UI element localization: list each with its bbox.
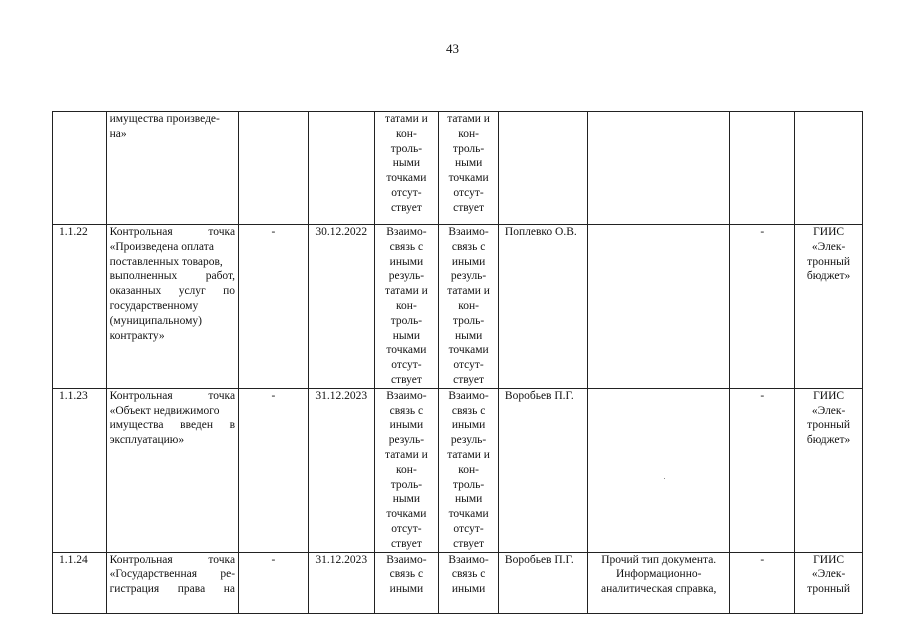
cell-line: иными	[389, 419, 424, 432]
cell-line: оказанных услуг по	[109, 285, 236, 298]
cell-text: Воробьев П.Г.	[504, 389, 574, 402]
cell-line: троль-	[452, 314, 485, 327]
document-type-cell	[587, 552, 730, 613]
relation-cell-a	[374, 552, 439, 613]
cell-line: резуль-	[388, 270, 425, 283]
cell-line: иными	[389, 255, 424, 268]
information-system-cell	[795, 225, 863, 389]
base-value-cell	[239, 388, 309, 552]
cell-line: связь с	[451, 568, 486, 581]
cell-text: -	[760, 389, 765, 402]
cell-line: связь с	[389, 404, 424, 417]
cell-line: ствует	[453, 201, 485, 214]
cell-text: 1.1.23	[59, 389, 88, 402]
cell-text: 1.1.22	[59, 226, 88, 238]
cell-line: бюджет»	[806, 270, 851, 283]
document-type-cell	[587, 388, 730, 552]
document-type-cell	[587, 225, 730, 389]
cell-line: «Объект недвижимого	[109, 404, 220, 417]
cell-line: «Элек-	[811, 240, 846, 253]
cell-line: кон-	[458, 299, 479, 312]
information-system-cell	[795, 112, 863, 225]
cell-line: эксплуатацию»	[109, 434, 185, 447]
cell-line: резуль-	[450, 434, 487, 447]
cell-line: имущества произведе-	[109, 113, 220, 125]
cell-line: на»	[109, 127, 127, 140]
due-date-cell	[308, 225, 374, 389]
table-row	[53, 112, 863, 225]
cell-line: кон-	[396, 299, 417, 312]
cell-line: ными	[454, 329, 483, 342]
cell-line: «Элек-	[811, 568, 846, 581]
cell-line: «Произведена оплата	[109, 240, 214, 253]
cell-line: Информационно-	[615, 568, 702, 581]
cell-line: связь с	[451, 240, 486, 253]
cell-line: троль-	[390, 478, 423, 491]
cell-line: отсут-	[391, 522, 422, 535]
cell-text: Поплевко О.В.	[504, 226, 577, 238]
cell-line: ствует	[453, 537, 485, 550]
control-points-table	[52, 111, 863, 614]
cell-line: гистрация права на	[109, 583, 236, 596]
cell-line: Взаимо-	[448, 553, 489, 566]
page-number: 43	[446, 41, 459, 56]
cell-line: ГИИС	[813, 389, 845, 402]
cell-line: тронный	[807, 583, 851, 596]
cell-line: контракту»	[109, 329, 165, 342]
cell-text: 31.12.2023	[315, 553, 368, 566]
cell-line: троль-	[452, 478, 485, 491]
level-cell	[730, 388, 795, 552]
cell-line: ГИИС	[813, 553, 845, 566]
cell-line: «Государственная ре-	[109, 568, 236, 581]
cell-line: поставленных товаров,	[109, 255, 223, 268]
cell-line: кон-	[396, 463, 417, 476]
scan-speck	[664, 478, 665, 479]
cell-line: Взаимо-	[386, 389, 427, 402]
cell-line: ствует	[390, 201, 422, 214]
cell-line: имущества введен в	[109, 419, 236, 432]
cell-line: ствует	[453, 373, 485, 386]
cell-line: Взаимо-	[448, 389, 489, 402]
cell-line: ствует	[390, 373, 422, 386]
item-number-cell	[53, 225, 107, 389]
cell-line: отсут-	[453, 522, 484, 535]
cell-line: Взаимо-	[448, 226, 489, 238]
cell-line: «Элек-	[811, 404, 846, 417]
information-system-cell	[795, 388, 863, 552]
information-system-cell	[795, 552, 863, 613]
cell-line: Взаимо-	[386, 226, 427, 238]
description-cell	[106, 112, 238, 225]
cell-text: -	[760, 553, 765, 566]
cell-line: ными	[392, 493, 421, 506]
level-cell	[730, 112, 795, 225]
cell-line: Контрольная точка	[109, 553, 236, 566]
cell-line: точками	[386, 172, 427, 185]
relation-cell-b	[439, 112, 499, 225]
cell-line: кон-	[458, 463, 479, 476]
description-cell	[106, 225, 238, 389]
responsible-person-cell	[498, 552, 587, 613]
cell-line: троль-	[390, 142, 423, 155]
table-row	[53, 388, 863, 552]
due-date-cell	[308, 552, 374, 613]
cell-text: -	[271, 553, 276, 566]
cell-line: ствует	[390, 537, 422, 550]
cell-line: татами и	[385, 448, 428, 461]
level-cell	[730, 225, 795, 389]
cell-line: ными	[392, 329, 421, 342]
cell-line: резуль-	[450, 270, 487, 283]
cell-line: выполненных работ,	[109, 270, 236, 283]
cell-line: Прочий тип документа.	[601, 553, 717, 566]
cell-line: иными	[451, 583, 486, 596]
cell-line: связь с	[389, 568, 424, 581]
relation-cell-b	[439, 225, 499, 389]
cell-line: ГИИС	[813, 226, 845, 238]
due-date-cell	[308, 112, 374, 225]
relation-cell-b	[439, 388, 499, 552]
relation-cell-a	[374, 112, 439, 225]
cell-line: резуль-	[388, 434, 425, 447]
cell-line: точками	[448, 508, 489, 521]
cell-line: Контрольная точка	[109, 226, 236, 238]
cell-line: точками	[448, 344, 489, 357]
cell-line: бюджет»	[806, 434, 851, 447]
cell-text: Воробьев П.Г.	[504, 553, 574, 566]
base-value-cell	[239, 112, 309, 225]
cell-line: татами и	[385, 285, 428, 298]
cell-line: Взаимо-	[386, 553, 427, 566]
due-date-cell	[308, 388, 374, 552]
responsible-person-cell	[498, 225, 587, 389]
cell-line: (муниципальному)	[109, 314, 202, 327]
cell-line: ными	[454, 493, 483, 506]
item-number-cell	[53, 388, 107, 552]
cell-text: -	[760, 226, 765, 238]
document-type-cell	[587, 112, 730, 225]
description-cell	[106, 388, 238, 552]
cell-text: 30.12.2022	[315, 226, 368, 238]
cell-line: точками	[448, 172, 489, 185]
relation-cell-b	[439, 552, 499, 613]
cell-line: иными	[451, 255, 486, 268]
cell-line: троль-	[452, 142, 485, 155]
item-number-cell	[53, 552, 107, 613]
cell-line: отсут-	[391, 359, 422, 372]
base-value-cell	[239, 225, 309, 389]
item-number-cell	[53, 112, 107, 225]
cell-line: ными	[392, 157, 421, 170]
cell-line: государственному	[109, 299, 199, 312]
cell-line: тронный	[807, 255, 851, 268]
responsible-person-cell	[498, 388, 587, 552]
cell-text: 31.12.2023	[315, 389, 368, 402]
cell-line: кон-	[396, 127, 417, 140]
cell-line: татами и	[447, 285, 490, 298]
description-cell	[106, 552, 238, 613]
cell-line: татами и	[447, 113, 490, 125]
table-body	[53, 112, 863, 614]
cell-line: тронный	[807, 419, 851, 432]
cell-line: отсут-	[453, 186, 484, 199]
cell-line: кон-	[458, 127, 479, 140]
cell-line: связь с	[451, 404, 486, 417]
level-cell	[730, 552, 795, 613]
table-row	[53, 225, 863, 389]
responsible-person-cell	[498, 112, 587, 225]
cell-line: точками	[386, 344, 427, 357]
cell-line: иными	[389, 583, 424, 596]
cell-line: иными	[451, 419, 486, 432]
cell-line: Контрольная точка	[109, 389, 236, 402]
cell-line: татами и	[447, 448, 490, 461]
cell-line: отсут-	[453, 359, 484, 372]
cell-line: татами и	[385, 113, 428, 125]
cell-text: -	[271, 389, 276, 402]
cell-line: связь с	[389, 240, 424, 253]
cell-line: отсут-	[391, 186, 422, 199]
cell-text: -	[271, 226, 276, 238]
cell-line: троль-	[390, 314, 423, 327]
relation-cell-a	[374, 225, 439, 389]
cell-text: 1.1.24	[59, 553, 88, 566]
base-value-cell	[239, 552, 309, 613]
cell-line: ными	[454, 157, 483, 170]
relation-cell-a	[374, 388, 439, 552]
table-row	[53, 552, 863, 613]
plan-table-wrapper	[52, 111, 863, 614]
cell-line: аналитическая справка,	[600, 583, 717, 596]
cell-line: точками	[386, 508, 427, 521]
